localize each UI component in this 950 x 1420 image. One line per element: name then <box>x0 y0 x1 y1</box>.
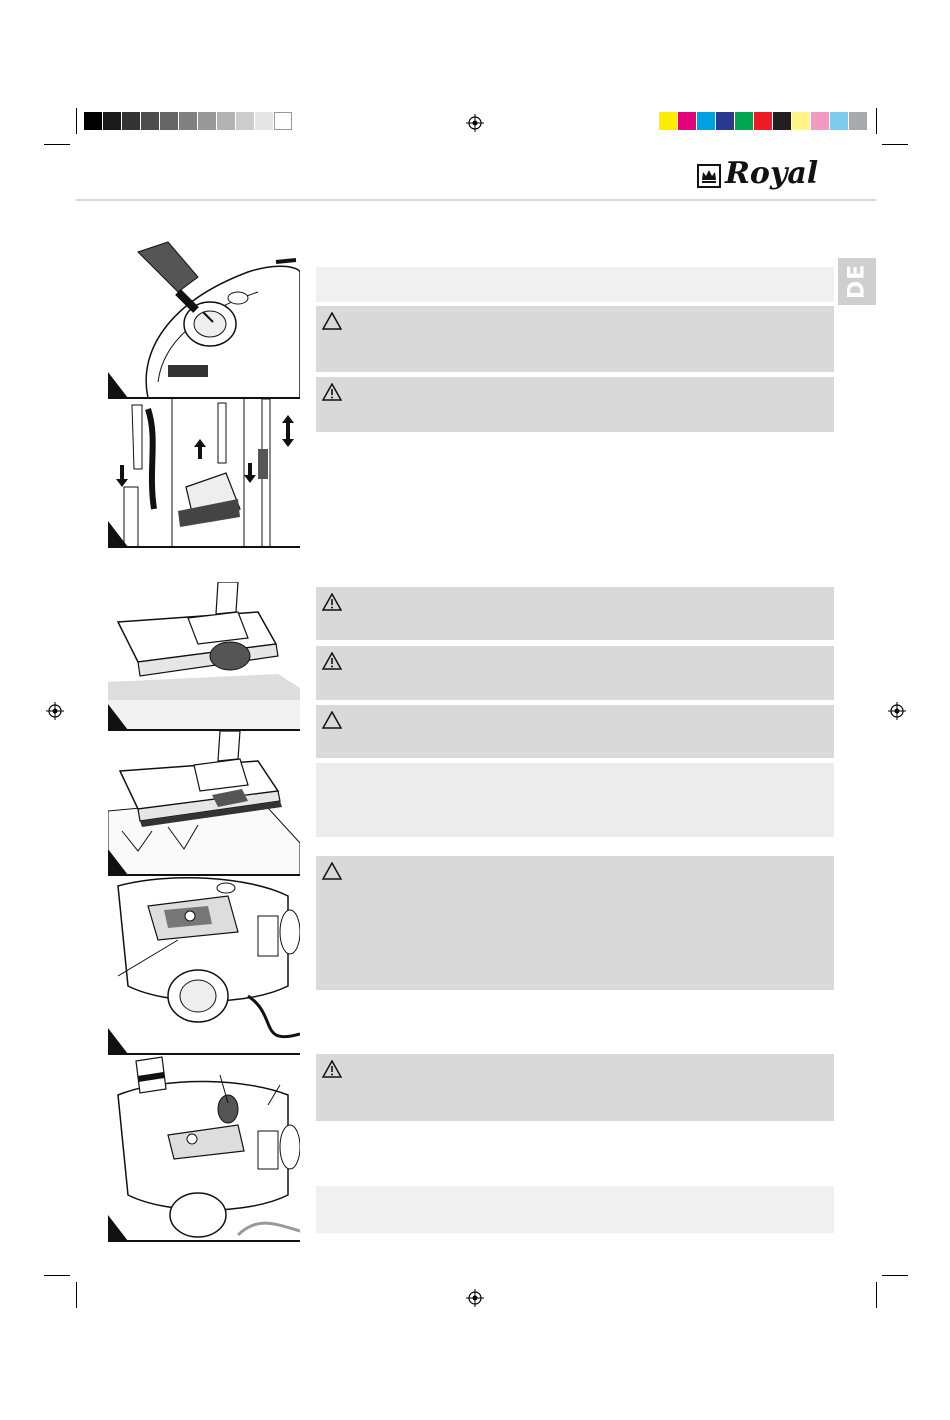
color-swatch <box>678 112 696 130</box>
royal-logo <box>697 156 839 192</box>
figure-separator <box>108 546 300 548</box>
figure-power-switch <box>108 876 300 1054</box>
crop-mark <box>876 1282 877 1308</box>
info-box <box>316 1186 834 1233</box>
grey-swatch <box>236 112 254 130</box>
caution-box <box>316 705 834 758</box>
color-swatch <box>716 112 734 130</box>
crop-mark <box>44 1275 70 1276</box>
caution-box <box>316 306 834 372</box>
warning-triangle-icon <box>322 383 342 401</box>
figure-hose-connection <box>108 232 300 398</box>
color-swatch <box>792 112 810 130</box>
grey-swatch <box>274 112 292 130</box>
registration-crosshair-icon <box>888 702 906 720</box>
crop-mark <box>882 1275 908 1276</box>
warning-triangle-icon <box>322 652 342 670</box>
grey-swatch <box>160 112 178 130</box>
info-box <box>316 267 834 302</box>
figure-separator <box>108 1240 300 1242</box>
registration-crosshair-icon <box>466 1289 484 1307</box>
color-swatch <box>659 112 677 130</box>
caution-triangle-icon <box>322 312 342 330</box>
crop-mark <box>76 108 77 134</box>
caution-triangle-icon <box>322 711 342 729</box>
registration-crosshair-icon <box>46 702 64 720</box>
header-rule <box>76 199 876 201</box>
language-tab-label: DE <box>844 263 870 300</box>
crop-mark <box>76 1282 77 1308</box>
warning-triangle-icon <box>322 593 342 611</box>
crown-icon <box>697 164 721 188</box>
figure-telescopic-tube <box>108 399 300 547</box>
crop-mark <box>876 108 877 134</box>
info-box <box>316 763 834 837</box>
language-tab <box>838 258 876 305</box>
warning-box <box>316 646 834 700</box>
caution-triangle-icon <box>322 862 342 880</box>
warning-triangle-icon <box>322 1060 342 1078</box>
grey-swatch <box>217 112 235 130</box>
color-swatch <box>773 112 791 130</box>
caution-box <box>316 856 834 990</box>
figure-nozzle-carpet <box>108 582 300 730</box>
color-swatch <box>830 112 848 130</box>
color-swatch <box>697 112 715 130</box>
color-swatch <box>811 112 829 130</box>
grey-swatch <box>255 112 273 130</box>
color-swatch <box>754 112 772 130</box>
warning-box <box>316 377 834 432</box>
grey-swatch <box>84 112 102 130</box>
color-swatch <box>735 112 753 130</box>
logo-wordmark: Royal <box>725 156 819 191</box>
color-swatch <box>849 112 867 130</box>
warning-box <box>316 587 834 640</box>
grey-swatch <box>122 112 140 130</box>
crop-mark <box>882 144 908 145</box>
figure-suction-control <box>108 1055 300 1241</box>
grey-swatch <box>141 112 159 130</box>
registration-crosshair-icon <box>466 114 484 132</box>
crop-mark <box>44 144 70 145</box>
grey-swatch <box>198 112 216 130</box>
grey-swatch <box>103 112 121 130</box>
figure-nozzle-hardfloor <box>108 731 300 875</box>
grey-swatch <box>179 112 197 130</box>
warning-box <box>316 1054 834 1121</box>
